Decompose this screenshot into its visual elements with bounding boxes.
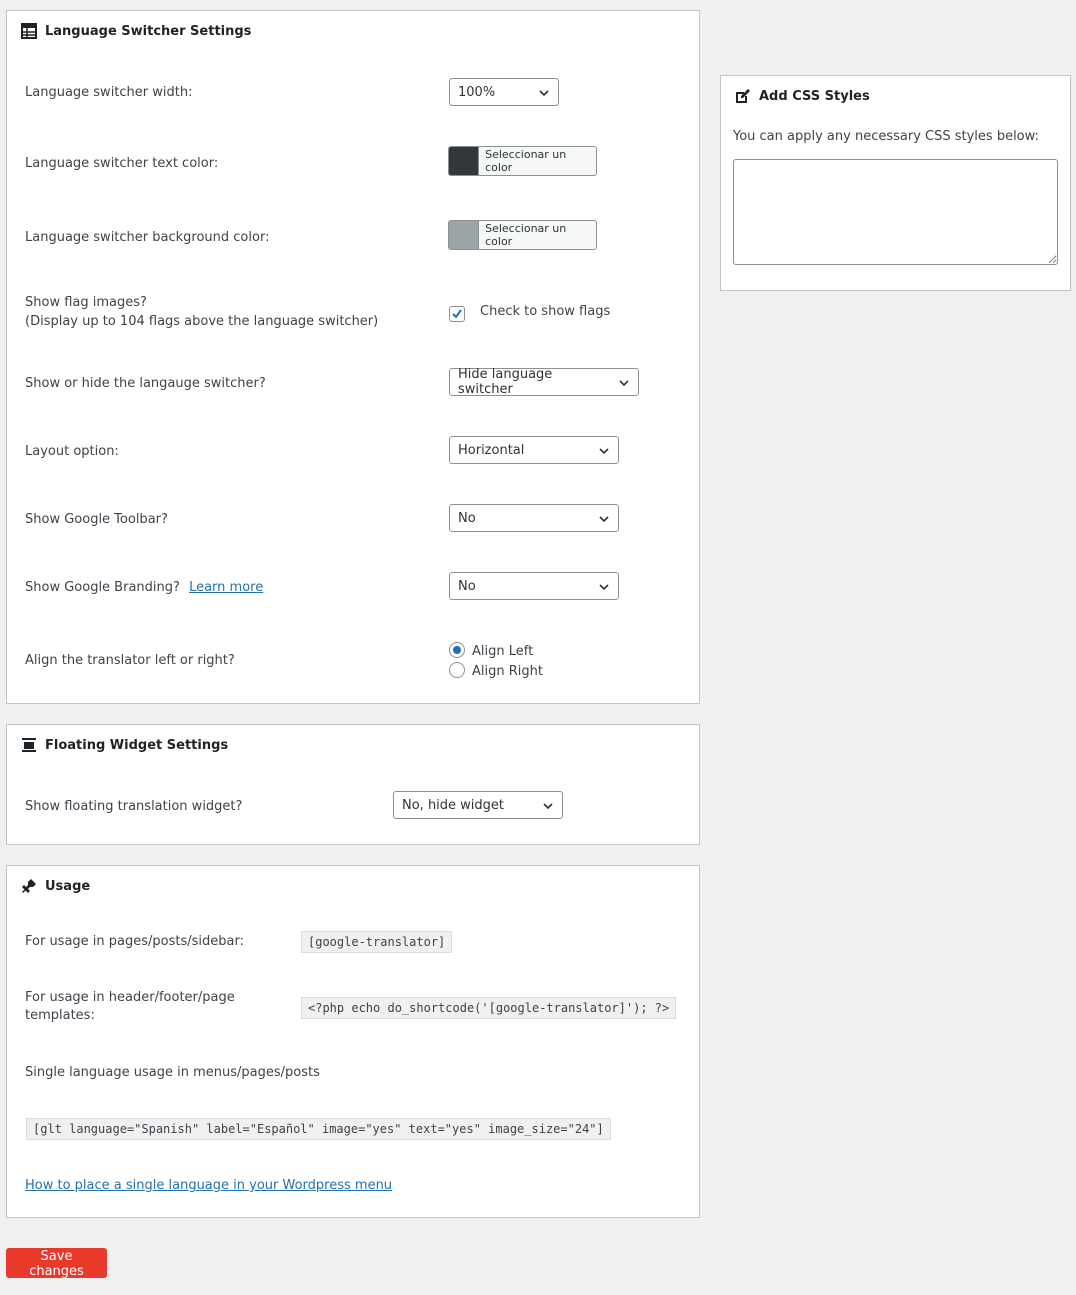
pages-shortcode: [google-translator] [301, 931, 452, 953]
chevron-down-icon [618, 377, 630, 389]
align-left-label[interactable]: Align Left [472, 644, 534, 659]
menu-link-wrap [25, 1176, 392, 1195]
branding-label-text: Show Google Branding? [25, 580, 180, 595]
css-description: You can apply any necessary CSS styles below: [733, 129, 1039, 144]
align-right-radio[interactable] [449, 662, 465, 678]
learn-more-link[interactable]: Learn more [189, 580, 264, 595]
toolbar-select[interactable] [449, 504, 619, 532]
usage-panel [6, 865, 700, 1218]
panel-title-text: Usage [45, 878, 91, 894]
bg-color-swatch [449, 221, 478, 249]
plugin-icon [21, 878, 37, 894]
width-label: Language switcher width: [25, 85, 193, 100]
chevron-down-icon [598, 581, 610, 593]
align-right-label[interactable]: Align Right [472, 664, 543, 679]
floating-widget-label: Show floating translation widget? [25, 799, 243, 814]
bg-color-button-label: Seleccionar un color [478, 221, 596, 249]
showhide-select-value: Hide language switcher [458, 367, 553, 397]
templates-usage-label-line1: For usage in header/footer/page [25, 990, 235, 1005]
panel-title [21, 735, 228, 755]
width-select[interactable] [449, 78, 559, 106]
floating-widget-select-value: No, hide widget [402, 797, 505, 813]
toolbar-select-value: No [458, 510, 476, 526]
bg-color-picker-button[interactable] [448, 220, 597, 250]
flags-label-line1: Show flag images? [25, 295, 147, 310]
panel-title [21, 21, 251, 41]
branding-select-value: No [458, 578, 476, 594]
layout-select[interactable] [449, 436, 619, 464]
toolbar-label: Show Google Toolbar? [25, 512, 168, 527]
align-left-radio[interactable] [449, 642, 465, 658]
add-css-styles-panel [720, 75, 1071, 291]
show-flags-checkbox-label[interactable]: Check to show flags [480, 304, 611, 319]
css-styles-textarea[interactable] [733, 159, 1058, 265]
templates-usage-label-line2: templates: [25, 1008, 95, 1023]
layout-select-value: Horizontal [458, 442, 525, 458]
align-label: Align the translator left or right? [25, 653, 235, 668]
bg-color-label: Language switcher background color: [25, 230, 270, 245]
branding-select[interactable] [449, 572, 619, 600]
text-color-swatch [449, 147, 478, 175]
text-color-picker-button[interactable] [448, 146, 597, 176]
save-changes-button[interactable]: Save changes [6, 1248, 107, 1278]
language-switcher-settings-panel [6, 10, 700, 704]
edit-icon [735, 88, 751, 104]
text-color-label: Language switcher text color: [25, 156, 219, 171]
text-color-button-label: Seleccionar un color [478, 147, 596, 175]
table-icon [21, 23, 37, 39]
panel-title [21, 876, 90, 896]
templates-shortcode: <?php echo do_shortcode('[google-translator]'); ?> [301, 997, 676, 1019]
checkmark-icon [450, 307, 464, 321]
single-language-label: Single language usage in menus/pages/posts [25, 1065, 320, 1080]
panel-title [735, 86, 870, 106]
floating-widget-settings-panel [6, 724, 700, 845]
showhide-select[interactable] [449, 368, 639, 396]
single-language-shortcode: [glt language="Spanish" label="Español" image="yes" text="yes" image_size="24"] [26, 1118, 611, 1140]
chevron-down-icon [598, 445, 610, 457]
chevron-down-icon [538, 87, 550, 99]
flags-label-line2: (Display up to 104 flags above the language switcher) [25, 314, 379, 329]
layout-label: Layout option: [25, 444, 119, 459]
single-language-menu-link[interactable]: How to place a single language in your Wordpress menu [25, 1178, 393, 1193]
panel-title-text: Language Switcher Settings [45, 23, 252, 39]
widget-icon [21, 737, 37, 753]
width-select-value: 100% [458, 84, 496, 100]
panel-title-text: Add CSS Styles [759, 88, 870, 104]
panel-title-text: Floating Widget Settings [45, 737, 229, 753]
floating-widget-select[interactable] [393, 791, 563, 819]
branding-label [25, 578, 263, 597]
chevron-down-icon [542, 800, 554, 812]
chevron-down-icon [598, 513, 610, 525]
flags-label [25, 293, 378, 331]
showhide-label: Show or hide the langauge switcher? [25, 376, 266, 391]
pages-usage-label: For usage in pages/posts/sidebar: [25, 934, 244, 949]
show-flags-checkbox[interactable] [449, 306, 465, 322]
templates-usage-label [25, 989, 235, 1025]
